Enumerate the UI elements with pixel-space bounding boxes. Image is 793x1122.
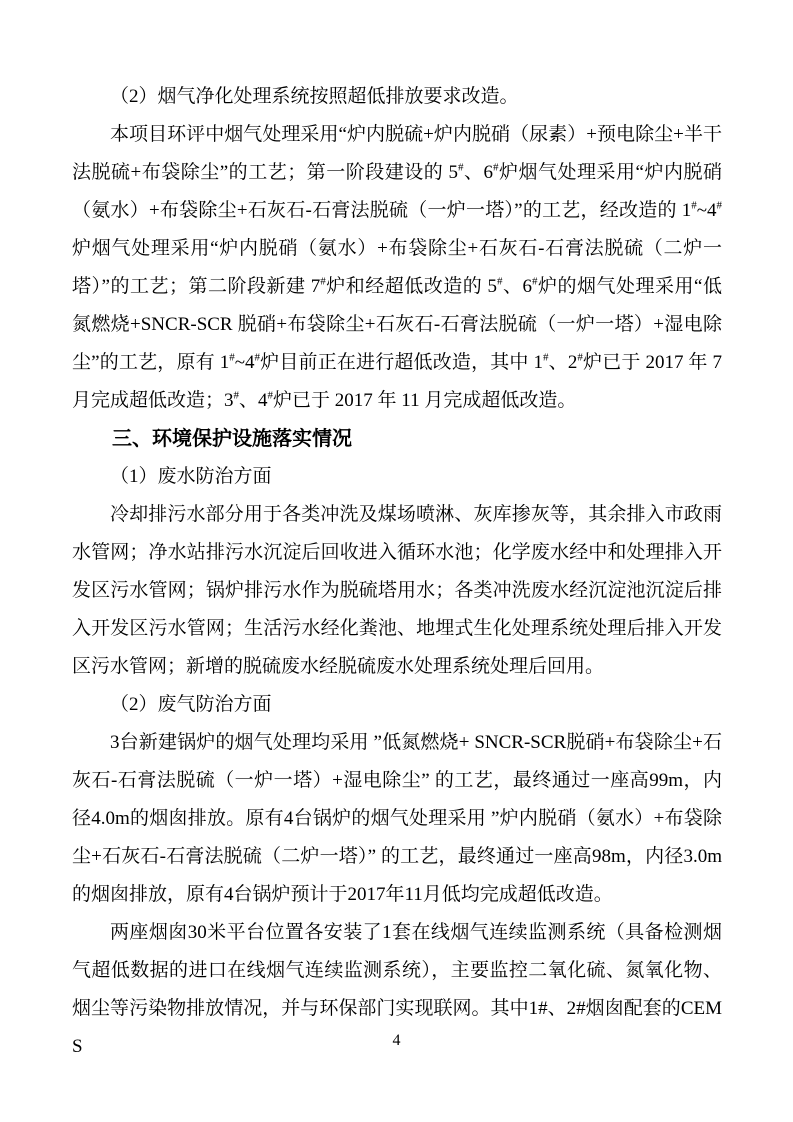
superscript-hash: # <box>716 199 722 212</box>
page-content <box>72 78 722 1066</box>
superscript-hash: # <box>493 161 499 174</box>
text-run: 本项目环评中烟气处理采用“炉内脱硫+炉内脱硝（尿素）+预电除尘+半干法脱硫+布袋除尘”的工艺；第一阶段建设的 5 <box>72 124 722 183</box>
text-run: 炉烟气处理采用“炉内脱硝（氨水）+布袋除尘+石灰石-石膏法脱硫（二炉一塔）”的工艺；第二阶段新建 7 <box>72 238 722 297</box>
text-run: 炉已于 2017 年 7 月完成超低改造；3 <box>72 352 722 411</box>
text-run: （2）烟气净化处理系统按照超低排放要求改造。 <box>110 86 519 107</box>
text-run: 、6 <box>502 276 533 297</box>
page-number: 4 <box>392 1032 401 1049</box>
text-run: ~4 <box>696 200 717 221</box>
superscript-hash: # <box>254 351 261 364</box>
subsection-waste-gas <box>72 686 722 724</box>
text-run: 冷却排污水部分用于各类冲洗及煤场喷淋、灰库掺灰等，其余排入市政雨水管网；净水站排污水沉淀后回收进入循环水池；化学废水经中和处理排入开发区污水管网；锅炉排污水作为脱硫塔用水；各类冲洗废水经沉淀池沉淀后排入开发区污水管网；生活污水经化粪池、地埋式生化处理系统处理后排入开发区污水管网；新增的脱硫废水经脱硫废水处理系统处理后回用。 <box>72 504 722 677</box>
superscript-hash: # <box>532 275 538 288</box>
superscript-hash: # <box>229 351 235 364</box>
text-run: 炉目前正在进行超低改造，其中 1 <box>260 352 544 373</box>
superscript-hash: # <box>577 351 583 364</box>
text-run: 、4 <box>239 390 268 411</box>
paragraph-flue-gas-upgrade-item <box>72 78 722 116</box>
text-run: 三、环境保护设施落实情况 <box>112 428 352 450</box>
paragraph-waste-gas-measures <box>72 724 722 914</box>
text-run: （2）废气防治方面 <box>110 694 272 715</box>
text-run: ~4 <box>234 352 255 373</box>
paragraph-eia-process-description <box>72 116 722 420</box>
text-run: 炉烟气处理采用“炉内脱硝（氨水）+布袋除尘+石灰石-石膏法脱硫（一炉一塔）”的工艺，经改造的 1 <box>72 162 722 221</box>
paragraph-wastewater-measures <box>72 496 722 686</box>
superscript-hash: # <box>457 161 464 174</box>
superscript-hash: # <box>497 275 503 288</box>
text-run: 炉和经超低改造的 5 <box>325 276 498 297</box>
text-run: 炉已于 2017 年 11 月完成超低改造。 <box>273 390 577 411</box>
superscript-hash: # <box>320 275 326 288</box>
text-run: 、6 <box>463 162 493 183</box>
subsection-wastewater <box>72 458 722 496</box>
text-run: 、2 <box>548 352 578 373</box>
text-run: 两座烟囱30米平台位置各安装了1套在线烟气连续监测系统（具备检测烟气超低数据的进口在线烟气连续监测系统），主要监控二氧化硫、氮氧化物、烟尘等污染物排放情况，并与环保部门实现联网。其中1#、2#烟囱配套的CEMS <box>72 922 722 1057</box>
superscript-hash: # <box>233 389 240 402</box>
text-run: 3台新建锅炉的烟气处理均采用 ”低氮燃烧+ SNCR-SCR脱硝+布袋除尘+石灰石-石膏法脱硫（一炉一塔）+湿电除尘” 的工艺，最终通过一座高99m，内径4.0m的烟囱排放。原有4台锅炉的烟气处理采用 ”炉内脱硝（氨水）+布袋除尘+石灰石-石膏法脱硫（二炉一塔）” 的工艺，最终通过一座高98m，内径3.0m的烟囱排放，原有4台锅炉预计于2017年11月低均完成超低改造。 <box>72 732 722 905</box>
superscript-hash: # <box>691 199 697 212</box>
superscript-hash: # <box>543 351 549 364</box>
page-footer <box>0 1032 793 1050</box>
text-run: （1）废水防治方面 <box>110 466 272 487</box>
superscript-hash: # <box>267 389 274 402</box>
text-run: 炉的烟气处理采用“低氮燃烧+SNCR-SCR 脱硝+布袋除尘+石灰石-石膏法脱硫（一炉一塔）+湿电除尘”的工艺，原有 1 <box>72 276 722 373</box>
section-heading-environmental-protection <box>72 420 722 458</box>
